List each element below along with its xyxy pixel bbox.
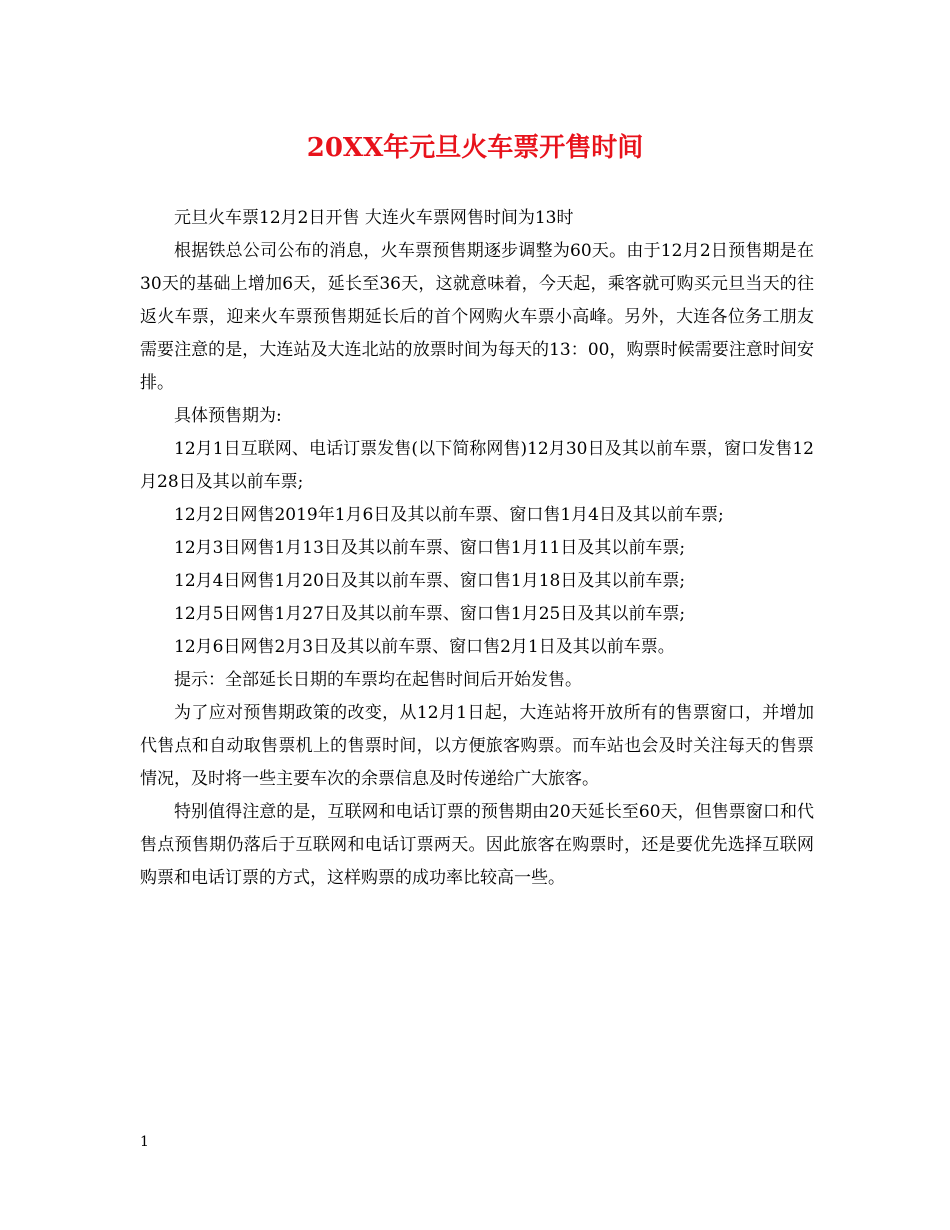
paragraph-notice: 特别值得注意的是，互联网和电话订票的预售期由20天延长至60天，但售票窗口和代售点预售期仍落后于互联网和电话订票两天。因此旅客在购票时，还是要优先选择互联网购票和电话订票的方式，这样购票的成功率比较高一些。 xyxy=(140,802,814,888)
paragraph-schedule-dec-4: 12月4日网售1月20日及其以前车票、窗口售1月18日及其以前车票; xyxy=(174,571,686,591)
page-number: 1 xyxy=(140,1134,149,1150)
paragraph-schedule-heading: 具体预售期为: xyxy=(174,406,282,426)
paragraph-station-measures: 为了应对预售期政策的改变，从12月1日起，大连站将开放所有的售票窗口，并增加代售点和自动取售票机上的售票时间，以方便旅客购票。而车站也会及时关注每天的售票情况，及时将一些主要车次的余票信息及时传递给广大旅客。 xyxy=(140,703,814,789)
document-title: 20XX年元旦火车票开售时间 xyxy=(306,133,644,163)
paragraph-intro: 根据铁总公司公布的消息，火车票预售期逐步调整为60天。由于12月2日预售期是在30天的基础上增加6天，延长至36天，这就意味着，今天起，乘客就可购买元旦当天的往返火车票，迎来火车票预售期延长后的首个网购火车票小高峰。另外，大连各位务工朋友需要注意的是，大连站及大连北站的放票时间为每天的13：00，购票时候需要注意时间安排。 xyxy=(140,241,814,393)
document-body xyxy=(140,202,814,895)
paragraph-schedule-dec-6: 12月6日网售2月3日及其以前车票、窗口售2月1日及其以前车票。 xyxy=(174,637,675,657)
paragraph-schedule-dec-2: 12月2日网售2019年1月6日及其以前车票、窗口售1月4日及其以前车票; xyxy=(174,505,724,525)
paragraph-schedule-dec-1: 12月1日互联网、电话订票发售(以下简称网售)12月30日及其以前车票，窗口发售12月28日及其以前车票; xyxy=(140,439,814,492)
paragraph-schedule-dec-3: 12月3日网售1月13日及其以前车票、窗口售1月11日及其以前车票; xyxy=(174,538,686,558)
paragraph-tip: 提示：全部延长日期的车票均在起售时间后开始发售。 xyxy=(174,670,582,690)
paragraph-schedule-dec-5: 12月5日网售1月27日及其以前车票、窗口售1月25日及其以前车票; xyxy=(174,604,686,624)
paragraph-headline: 元旦火车票12月2日开售 大连火车票网售时间为13时 xyxy=(174,208,574,228)
